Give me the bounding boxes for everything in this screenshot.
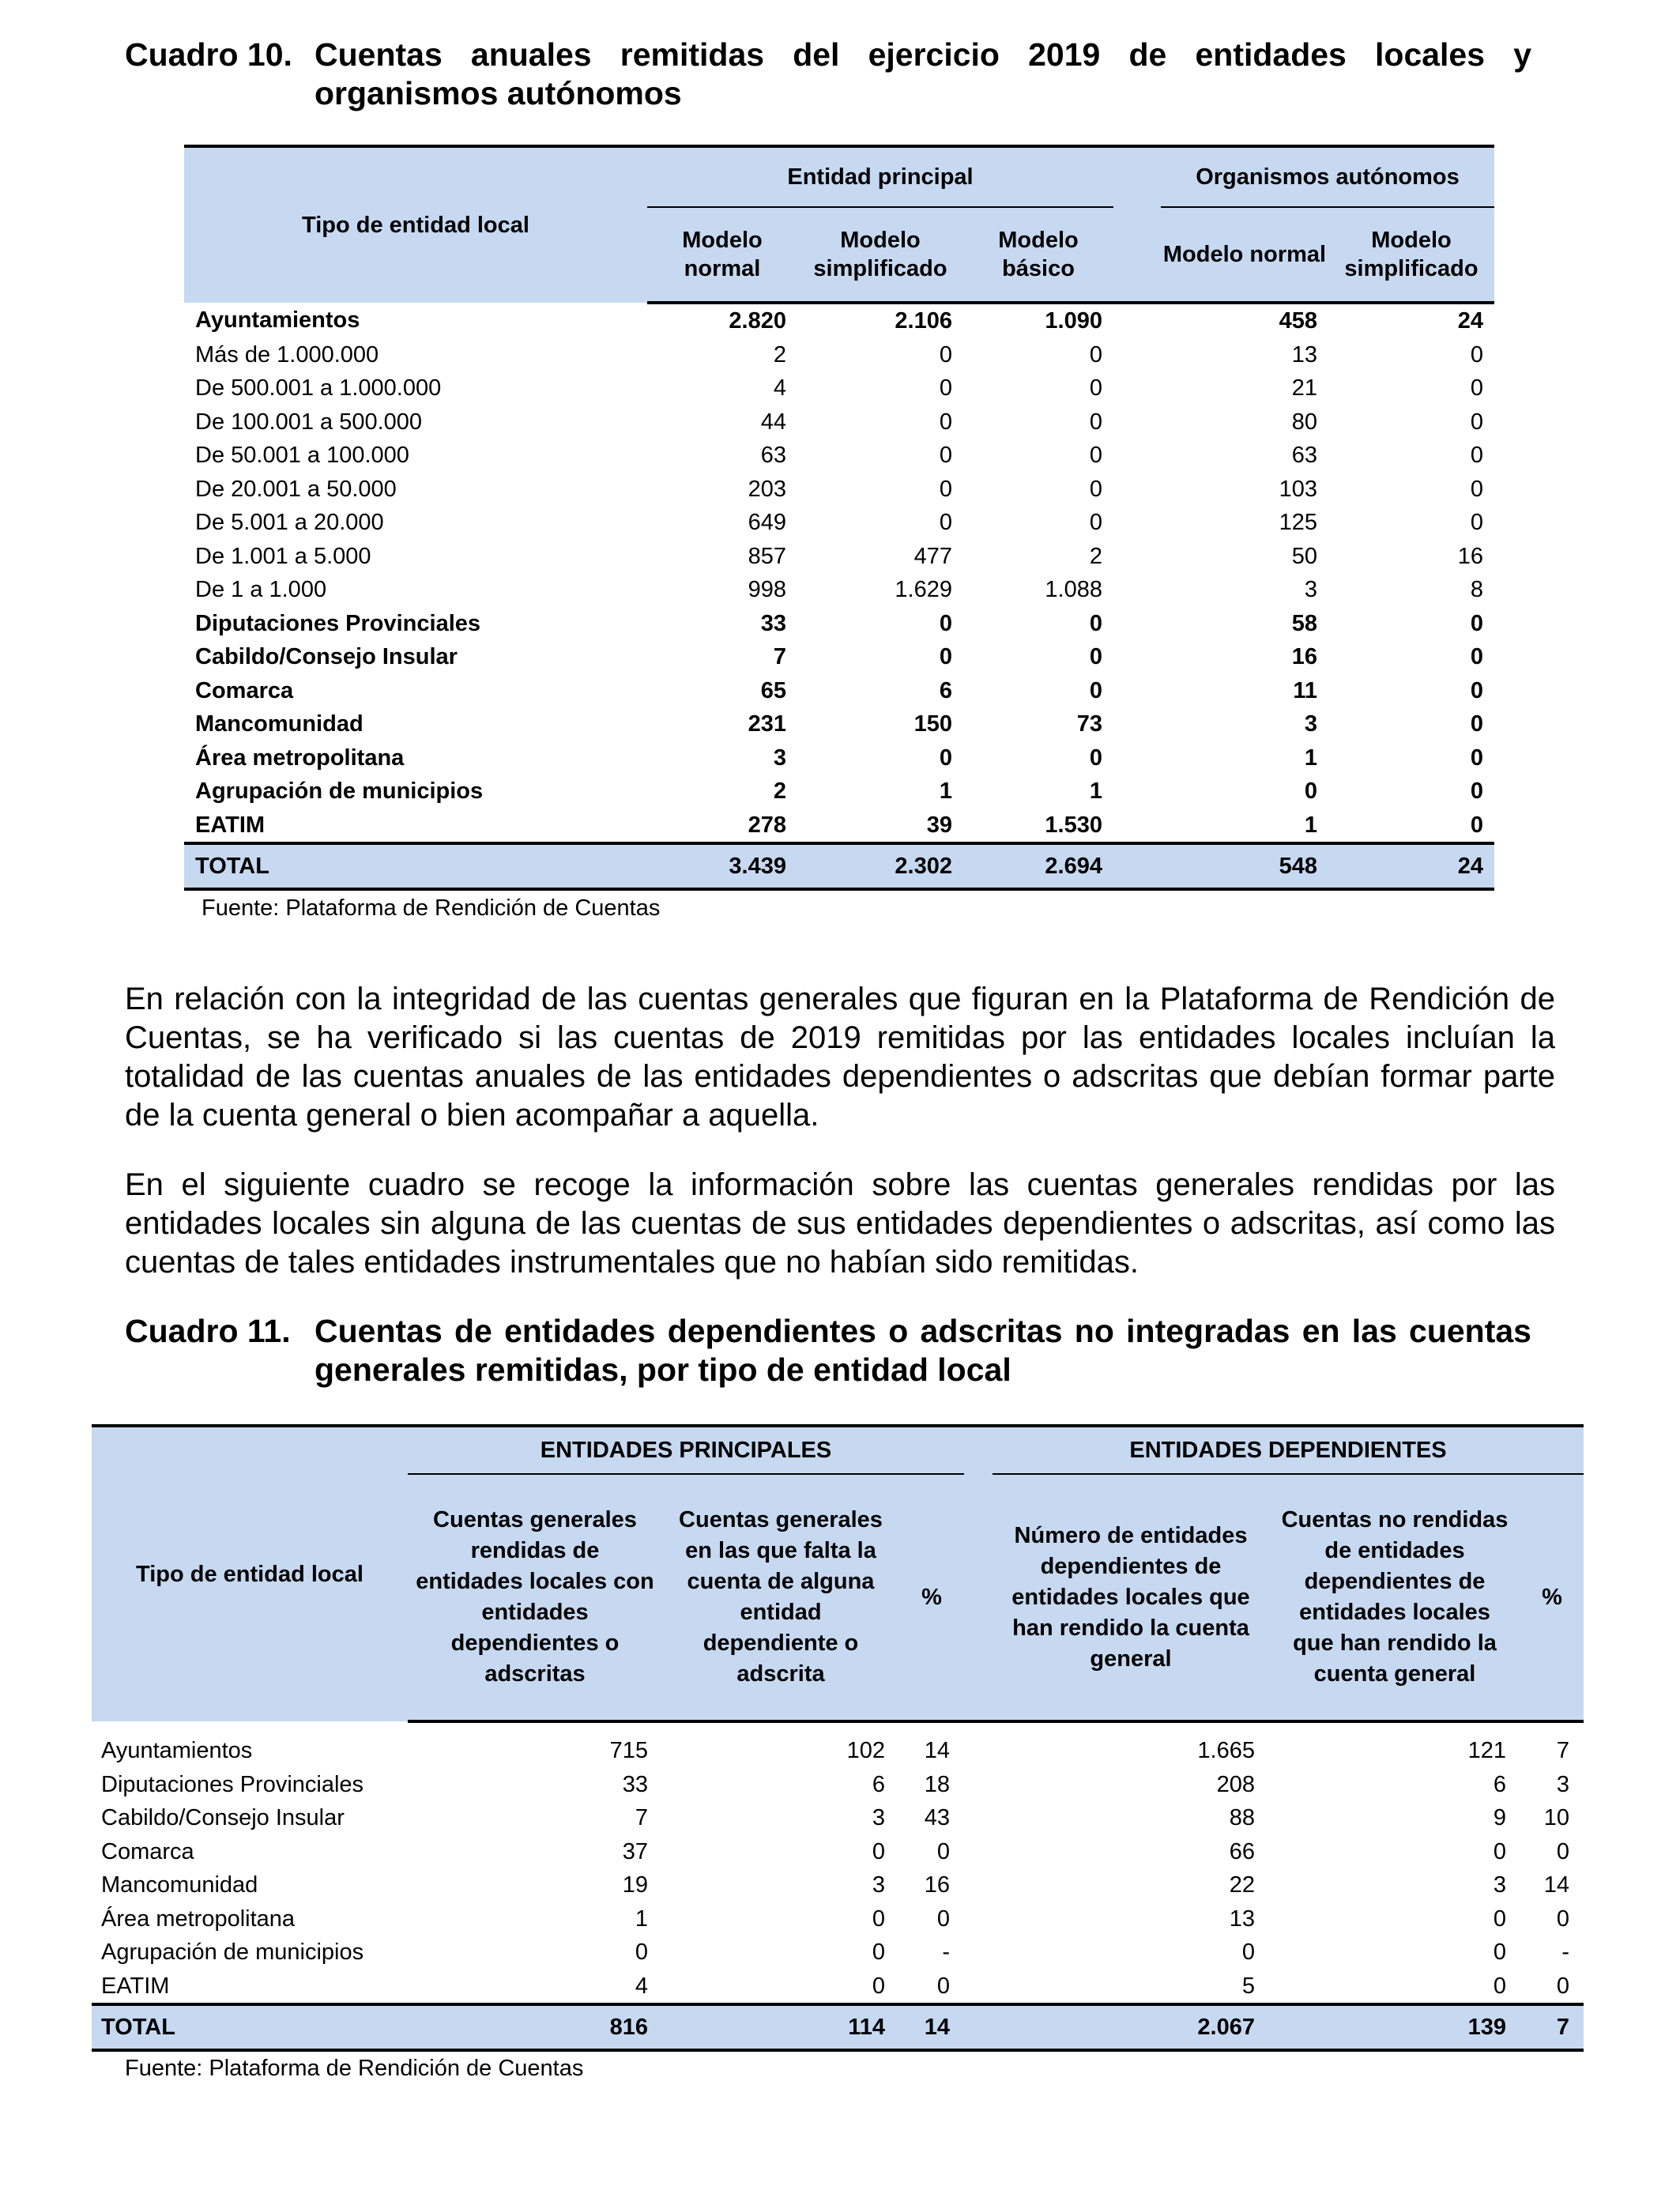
table-cell: 6 bbox=[939, 677, 952, 703]
total-cell: 2.302 bbox=[797, 843, 963, 889]
table-cell: 0 bbox=[1470, 409, 1483, 435]
table-cell: 0 bbox=[1470, 341, 1483, 368]
table-cell: 33 bbox=[760, 610, 786, 636]
table-cell: 4 bbox=[635, 1973, 648, 1999]
table-row bbox=[92, 1970, 1584, 2005]
row-label: Ayuntamientos bbox=[195, 307, 360, 334]
table-cell: 857 bbox=[748, 543, 786, 569]
total-cell: 548 bbox=[1161, 843, 1328, 889]
table-cell: 4 bbox=[773, 375, 786, 401]
row-label: Diputaciones Provinciales bbox=[195, 610, 481, 636]
cuadro11-caption bbox=[125, 1312, 1531, 1389]
table-row bbox=[184, 303, 1494, 338]
header-group-organismos: Organismos autónomos bbox=[1161, 146, 1494, 207]
table-cell: 0 bbox=[939, 510, 952, 536]
table-cell: 37 bbox=[622, 1838, 648, 1864]
table-row bbox=[184, 809, 1494, 844]
table-cell: 0 bbox=[1470, 745, 1483, 771]
table-cell: 22 bbox=[1229, 1872, 1255, 1898]
table-cell: 1 bbox=[939, 778, 952, 805]
total-cell: 139 bbox=[1269, 2004, 1520, 2050]
table-cell: 6 bbox=[872, 1771, 885, 1797]
table-cell: 0 bbox=[1493, 1906, 1506, 1932]
table-cell: 3 bbox=[872, 1872, 885, 1898]
table-cell: 1 bbox=[1089, 778, 1102, 805]
table-cell: 0 bbox=[635, 1940, 648, 1966]
table-cell: 0 bbox=[1089, 375, 1102, 401]
table-cell: 80 bbox=[1291, 409, 1317, 435]
table-cell: 43 bbox=[924, 1805, 950, 1831]
table-cell: 19 bbox=[622, 1872, 648, 1898]
paragraph-integridad: En relación con la integridad de las cuentas generales que figuran en la Plataforma de Rendición de Cuentas, se ha verificado si las cuentas de 2019 remitidas por las entidades locales incluían la totalidad de las cuentas anuales de las entidades dependientes o adscritas que debían formar parte de la cuenta general o bien acompañar a aquella. bbox=[125, 982, 1555, 1133]
row-label: Más de 1.000.000 bbox=[195, 341, 379, 368]
table-cell: 1.629 bbox=[895, 577, 952, 603]
header-group-dependientes: ENTIDADES DEPENDIENTES bbox=[993, 1426, 1584, 1474]
table-cell: 0 bbox=[1089, 510, 1102, 536]
table-cell: 0 bbox=[939, 610, 952, 636]
table-cell: 0 bbox=[1089, 476, 1102, 502]
row-label: De 20.001 a 50.000 bbox=[195, 476, 397, 502]
row-label: Diputaciones Provinciales bbox=[101, 1771, 364, 1797]
header-col: Cuentas generales en las que falta la cuenta de alguna entidad dependiente o adscrita bbox=[662, 1474, 899, 1721]
row-label: Comarca bbox=[195, 677, 294, 703]
table-cell: 24 bbox=[1457, 308, 1483, 334]
table-cell: 13 bbox=[1229, 1906, 1255, 1932]
table-cell: 63 bbox=[1291, 443, 1317, 469]
header-col: % bbox=[1520, 1474, 1584, 1721]
table-cell: 21 bbox=[1291, 375, 1317, 401]
table-row bbox=[184, 540, 1494, 574]
table-cell: 0 bbox=[936, 1906, 950, 1932]
table-row bbox=[92, 1734, 1584, 1768]
row-label: Mancomunidad bbox=[195, 711, 363, 737]
row-label: Comarca bbox=[101, 1838, 194, 1864]
table-cell: 0 bbox=[939, 745, 952, 771]
table-row bbox=[92, 1835, 1584, 1869]
table-cell: 0 bbox=[1089, 341, 1102, 368]
table-cell: 14 bbox=[924, 1738, 950, 1764]
header-col: Cuentas no rendidas de entidades dependientes de entidades locales que han rendido la cuenta general bbox=[1269, 1474, 1520, 1721]
table-cell: 0 bbox=[936, 1973, 950, 1999]
table-cell: 278 bbox=[748, 812, 786, 838]
table-cell: 13 bbox=[1291, 341, 1317, 368]
total-label: TOTAL bbox=[184, 843, 647, 889]
table-cell: 715 bbox=[609, 1738, 648, 1764]
total-cell: 816 bbox=[408, 2004, 662, 2050]
table-cell: 58 bbox=[1291, 610, 1317, 636]
table-cell: 3 bbox=[773, 745, 786, 771]
header-col: Modelo básico bbox=[963, 207, 1113, 303]
table-cell: 2 bbox=[1089, 543, 1102, 569]
table-cell: 649 bbox=[748, 510, 786, 536]
table-cell: 477 bbox=[913, 543, 952, 569]
cuadro10-table bbox=[184, 145, 1494, 925]
table-cell: 150 bbox=[913, 711, 952, 737]
table-cell: 16 bbox=[1457, 543, 1483, 569]
table-cell: 1 bbox=[1304, 745, 1317, 771]
table-row bbox=[184, 775, 1494, 809]
total-cell: 2.694 bbox=[963, 843, 1113, 889]
table-cell: 458 bbox=[1279, 308, 1317, 334]
table-cell: 0 bbox=[1470, 644, 1483, 670]
table-cell: 3 bbox=[1304, 711, 1317, 737]
table-row bbox=[92, 1768, 1584, 1802]
table-cell: 7 bbox=[635, 1805, 648, 1831]
table-cell: 2 bbox=[773, 778, 786, 805]
header-tipo: Tipo de entidad local bbox=[184, 146, 647, 303]
row-label: De 5.001 a 20.000 bbox=[195, 510, 384, 536]
table-row bbox=[184, 573, 1494, 607]
total-label: TOTAL bbox=[92, 2004, 408, 2050]
total-row bbox=[184, 843, 1494, 889]
table-cell: 3 bbox=[1493, 1872, 1506, 1898]
table-cell: 14 bbox=[1543, 1872, 1569, 1898]
table-cell: 1.530 bbox=[1045, 812, 1102, 838]
table-row bbox=[184, 338, 1494, 372]
table-cell: 0 bbox=[1470, 778, 1483, 805]
table-cell: 0 bbox=[872, 1940, 885, 1966]
table-cell: 0 bbox=[1493, 1973, 1506, 1999]
table-cell: 0 bbox=[872, 1838, 885, 1864]
row-label: EATIM bbox=[101, 1973, 170, 1999]
table-row bbox=[184, 741, 1494, 775]
table-cell: 0 bbox=[1089, 443, 1102, 469]
header-col: Modelo simplificado bbox=[1328, 207, 1494, 303]
table-cell: 0 bbox=[1089, 677, 1102, 703]
table-cell: 18 bbox=[924, 1771, 950, 1797]
table-cell: 0 bbox=[1493, 1940, 1506, 1966]
row-label: De 1 a 1.000 bbox=[195, 577, 327, 603]
table-cell: 11 bbox=[1293, 677, 1317, 703]
table-cell: 102 bbox=[846, 1738, 885, 1764]
table-cell: 9 bbox=[1493, 1805, 1506, 1831]
table-row bbox=[92, 1936, 1584, 1970]
table-cell: 0 bbox=[1470, 677, 1483, 703]
table-cell: 0 bbox=[1470, 812, 1483, 838]
table-cell: 0 bbox=[1089, 745, 1102, 771]
table-cell: 121 bbox=[1467, 1738, 1506, 1764]
cuadro10-number: Cuadro 10. bbox=[125, 36, 292, 73]
table-cell: 0 bbox=[939, 644, 952, 670]
table-cell: 65 bbox=[760, 677, 786, 703]
table-cell: 2.820 bbox=[729, 308, 786, 334]
table-cell: 0 bbox=[939, 341, 952, 368]
table-cell: 6 bbox=[1493, 1771, 1506, 1797]
total-cell: 3.439 bbox=[647, 843, 797, 889]
table-cell: - bbox=[1561, 1940, 1569, 1966]
cuadro10-caption bbox=[125, 36, 1531, 113]
header-tipo: Tipo de entidad local bbox=[92, 1426, 408, 1721]
table-cell: 0 bbox=[936, 1838, 950, 1864]
row-label: De 100.001 a 500.000 bbox=[195, 409, 423, 435]
table-cell: 231 bbox=[748, 711, 786, 737]
table-cell: 66 bbox=[1229, 1838, 1255, 1864]
table-row bbox=[184, 473, 1494, 507]
table-cell: 0 bbox=[1089, 610, 1102, 636]
table-cell: 39 bbox=[926, 812, 952, 838]
row-label: Área metropolitana bbox=[101, 1906, 296, 1932]
table-cell: 0 bbox=[1089, 644, 1102, 670]
header-group-principales: ENTIDADES PRINCIPALES bbox=[408, 1426, 964, 1474]
header-col: Número de entidades dependientes de entidades locales que han rendido la cuenta general bbox=[993, 1474, 1269, 1721]
table-cell: 0 bbox=[1089, 409, 1102, 435]
table-cell: 0 bbox=[939, 443, 952, 469]
table-cell: 16 bbox=[924, 1872, 950, 1898]
table-cell: 0 bbox=[1556, 1906, 1569, 1932]
header-group-principal: Entidad principal bbox=[647, 146, 1113, 207]
row-label: Mancomunidad bbox=[101, 1872, 258, 1898]
table-cell: 0 bbox=[1241, 1940, 1255, 1966]
row-label: Cabildo/Consejo Insular bbox=[101, 1805, 345, 1831]
table-cell: 203 bbox=[748, 476, 786, 502]
table-cell: 0 bbox=[939, 409, 952, 435]
table-row bbox=[184, 607, 1494, 641]
table-cell: 0 bbox=[1556, 1973, 1569, 1999]
cuadro11-title: Cuentas de entidades dependientes o adscritas no integradas en las cuentas generales remitidas, por tipo de entidad local bbox=[315, 1313, 1531, 1388]
table-cell: 0 bbox=[939, 375, 952, 401]
table-row bbox=[184, 371, 1494, 405]
table-cell: 1.088 bbox=[1045, 577, 1102, 603]
table-cell: 2 bbox=[773, 341, 786, 368]
table-cell: 0 bbox=[872, 1906, 885, 1932]
table-cell: 0 bbox=[1470, 510, 1483, 536]
row-label: De 1.001 a 5.000 bbox=[195, 543, 371, 569]
header-col: Modelo normal bbox=[1161, 207, 1328, 303]
cuadro11-source: Fuente: Plataforma de Rendición de Cuentas bbox=[125, 2056, 584, 2081]
table-cell: - bbox=[942, 1940, 950, 1966]
table-cell: 125 bbox=[1279, 510, 1317, 536]
table-row bbox=[92, 1801, 1584, 1835]
cuadro10-body bbox=[184, 303, 1494, 843]
table-cell: 0 bbox=[1470, 443, 1483, 469]
table-row bbox=[92, 1868, 1584, 1902]
row-label: Ayuntamientos bbox=[101, 1738, 253, 1764]
table-cell: 16 bbox=[1291, 644, 1317, 670]
header-col: Modelo simplificado bbox=[797, 207, 963, 303]
table-row bbox=[184, 405, 1494, 439]
table-cell: 8 bbox=[1470, 577, 1483, 603]
row-label: Cabildo/Consejo Insular bbox=[195, 644, 458, 670]
header-col: Cuentas generales rendidas de entidades locales con entidades dependientes o adscritas bbox=[408, 1474, 662, 1721]
table-row bbox=[184, 640, 1494, 674]
table-cell: 0 bbox=[1470, 610, 1483, 636]
table-cell: 0 bbox=[872, 1973, 885, 1999]
table-cell: 63 bbox=[760, 443, 786, 469]
table-cell: 1 bbox=[635, 1906, 648, 1932]
table-cell: 7 bbox=[773, 644, 786, 670]
table-cell: 0 bbox=[1556, 1838, 1569, 1864]
total-row bbox=[92, 2004, 1584, 2050]
table-cell: 0 bbox=[1304, 778, 1317, 805]
paragraph-cuadro-siguiente: En el siguiente cuadro se recoge la información sobre las cuentas generales rendidas por las entidades locales sin alguna de las cuentas de sus entidades dependientes o adscritas, así como las cuentas de tales entidades instrumentales que no habían sido remitidas. bbox=[125, 1167, 1555, 1280]
row-label: EATIM bbox=[195, 812, 266, 838]
table-cell: 998 bbox=[748, 577, 786, 603]
cuadro11-number: Cuadro 11. bbox=[125, 1313, 291, 1349]
cuadro11-table bbox=[92, 1424, 1584, 2085]
table-cell: 0 bbox=[1493, 1838, 1506, 1864]
total-cell: 14 bbox=[899, 2004, 964, 2050]
table-header-row bbox=[184, 146, 1494, 207]
row-label: Agrupación de municipios bbox=[101, 1940, 364, 1966]
table-cell: 103 bbox=[1279, 476, 1317, 502]
table-cell: 33 bbox=[622, 1771, 648, 1797]
table-row bbox=[92, 1902, 1584, 1936]
table-cell: 1 bbox=[1304, 812, 1317, 838]
cuadro10-title: Cuentas anuales remitidas del ejercicio 2019 de entidades locales y organismos autónomos bbox=[315, 36, 1531, 111]
table-cell: 88 bbox=[1229, 1805, 1255, 1831]
table-cell: 0 bbox=[1470, 711, 1483, 737]
table-cell: 0 bbox=[1470, 476, 1483, 502]
table-row bbox=[184, 674, 1494, 708]
table-row bbox=[184, 707, 1494, 741]
cuadro11-body bbox=[92, 1734, 1584, 2004]
row-label: Área metropolitana bbox=[195, 745, 405, 771]
table-cell: 5 bbox=[1241, 1973, 1255, 1999]
table-cell: 0 bbox=[939, 476, 952, 502]
table-header-row bbox=[92, 1426, 1584, 1474]
total-cell: 24 bbox=[1328, 843, 1494, 889]
table-cell: 3 bbox=[1556, 1771, 1569, 1797]
table-cell: 7 bbox=[1556, 1738, 1569, 1764]
row-label: Agrupación de municipios bbox=[195, 778, 484, 805]
table-cell: 208 bbox=[1216, 1771, 1255, 1797]
row-label: De 500.001 a 1.000.000 bbox=[195, 375, 442, 401]
header-col: Modelo normal bbox=[647, 207, 797, 303]
table-cell: 1.090 bbox=[1045, 308, 1102, 334]
table-cell: 3 bbox=[872, 1805, 885, 1831]
table-cell: 50 bbox=[1291, 543, 1317, 569]
cuadro10-source: Fuente: Plataforma de Rendición de Cuentas bbox=[202, 895, 661, 921]
row-label: De 50.001 a 100.000 bbox=[195, 443, 409, 469]
table-cell: 0 bbox=[1470, 375, 1483, 401]
table-cell: 73 bbox=[1076, 711, 1102, 737]
table-cell: 3 bbox=[1304, 577, 1317, 603]
table-cell: 1.665 bbox=[1197, 1738, 1255, 1764]
table-cell: 2.106 bbox=[895, 308, 952, 334]
table-row bbox=[184, 506, 1494, 540]
table-cell: 10 bbox=[1543, 1805, 1569, 1831]
table-row bbox=[184, 439, 1494, 473]
total-cell: 2.067 bbox=[993, 2004, 1269, 2050]
total-cell: 7 bbox=[1520, 2004, 1584, 2050]
total-cell: 114 bbox=[662, 2004, 899, 2050]
table-cell: 44 bbox=[760, 409, 786, 435]
header-col: % bbox=[899, 1474, 964, 1721]
